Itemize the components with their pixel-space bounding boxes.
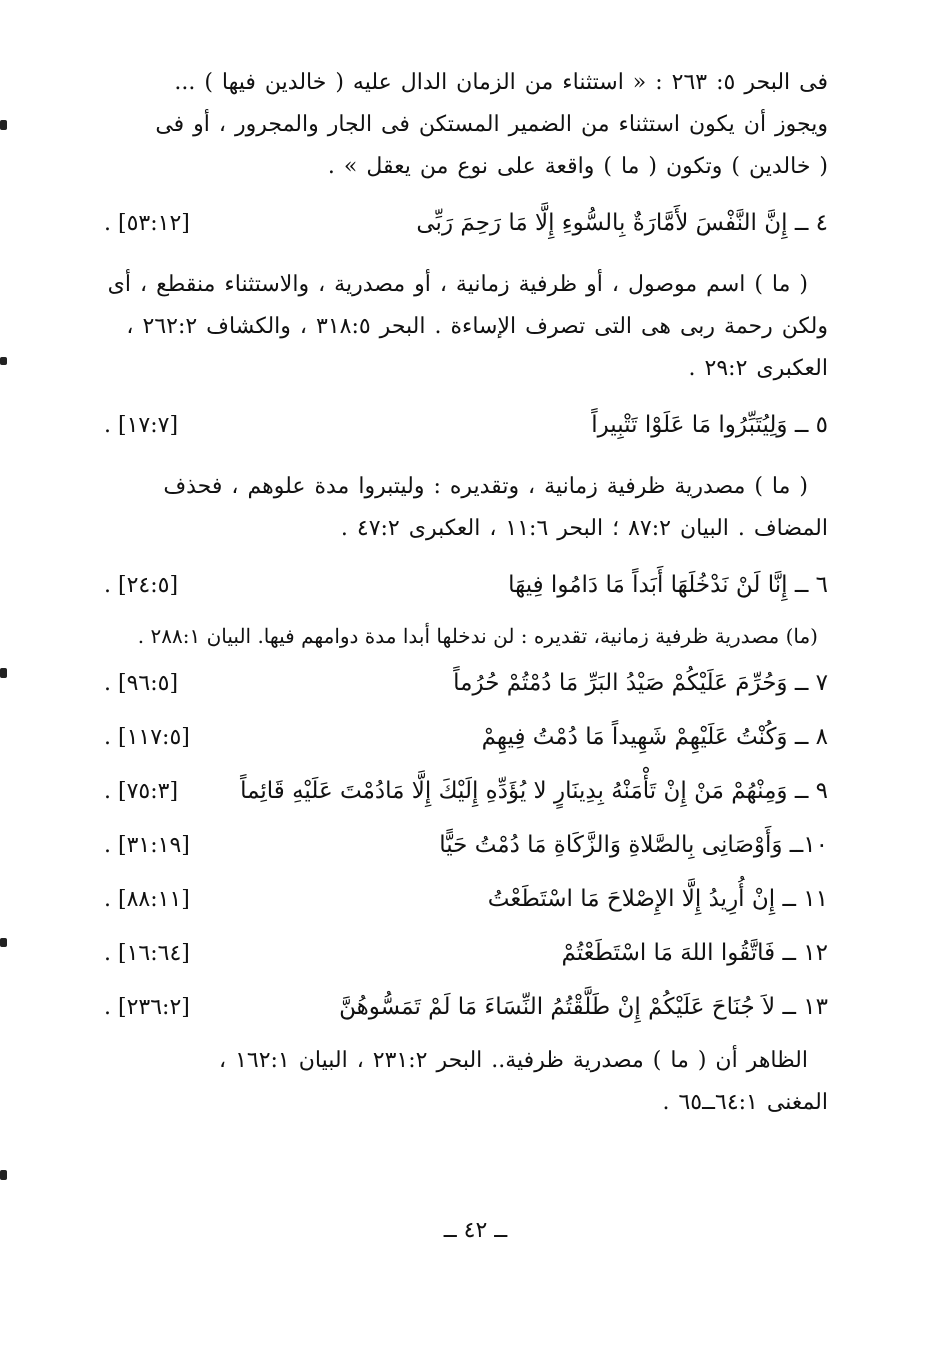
verse-text: إِنَّ النَّفْسَ لأَمَّارَةٌ بِالسُّوءِ إِلَّا مَا رَحِمَ رَبِّى	[416, 210, 788, 236]
verse-text: وَمِنْهُمْ مَنْ إِنْ تَأْمَنْهُ بِدِينَارٍ لا يُؤَدِّهِ إِلَيْكَ إِلَّا مَادُمْتَ عَلَيْهِ قَائِماً	[240, 778, 788, 804]
note-5	[104, 466, 828, 550]
verse-reference: [٥٣:١٢] .	[104, 211, 190, 236]
note-line-1: ( ما ) اسم موصول ، أو ظرفية زمانية ، أو مصدرية ، والاستثناء منقطع ، أى	[107, 272, 808, 297]
note-line-1: ( ما ) مصدرية ظرفية زمانية ، وتقديره : وليتبروا مدة علوهم ، فحذف	[163, 474, 808, 499]
verse-12	[104, 926, 828, 980]
verse-9	[104, 764, 828, 818]
verse-reference: [٣١:١٩] .	[104, 833, 190, 858]
verse-number: ١١ ــ	[782, 886, 828, 912]
note-6: (ما) مصدرية ظرفية زمانية، تقديره : لن ندخلها أبدا مدة دوامهم فيها. البيان ٢٨٨:١ .	[137, 624, 818, 648]
margin-mark	[0, 1170, 7, 1180]
verse-text: وَأَوْصَانِى بِالصَّلاةِ وَالزَّكَاةِ مَا دُمْتُ حَيًّا	[439, 832, 783, 858]
verse-text: وَلِيُتَبِّرُوا مَا عَلَوْا تَتْبِيراً	[591, 412, 788, 438]
verse-number: ٧ ــ	[794, 670, 828, 696]
verse-8	[104, 710, 828, 764]
verse-number: ٥ ــ	[794, 412, 828, 438]
verse-number: ٤ ــ	[794, 210, 828, 236]
verse-reference: [١٦:٦٤] .	[104, 941, 190, 966]
verse-reference: [١١٧:٥] .	[104, 725, 190, 750]
verse-6	[104, 558, 828, 612]
note-line-2: المغنى ٦٤:١ــ٦٥ .	[662, 1090, 828, 1115]
verse-number: ٦ ــ	[794, 572, 828, 598]
margin-mark	[0, 357, 7, 365]
verse-5	[104, 398, 828, 452]
verse-4	[104, 196, 828, 250]
verse-text: لاَ جُنَاحَ عَلَيْكُمْ إِنْ طَلَّقْتُمُ النِّسَاءَ مَا لَمْ تَمَسُّوهُنَّ	[339, 994, 776, 1020]
verse-text: إِنَّا لَنْ نَدْخُلَهَا أَبَداً مَا دَامُوا فِيهَا	[508, 572, 788, 598]
verse-text: وَحُرِّمَ عَلَيْكُمْ صَيْدُ البَرِّ مَا دُمْتُمْ حُرُماً	[453, 670, 788, 696]
verse-number: ١٠ــ	[789, 832, 828, 858]
intro-line-1: فى البحر ٥: ٢٦٣ : « استثناء من الزمان الدال عليه ( خالدين فيها ) ...	[174, 70, 828, 95]
verse-number: ٨ ــ	[794, 724, 828, 750]
verse-number: ٩ ــ	[794, 778, 828, 804]
page-body	[104, 62, 828, 1124]
verse-number: ١٣ ــ	[782, 994, 828, 1020]
verse-reference: [١٧:٧] .	[104, 413, 179, 438]
page-number: ــ ٤٢ ــ	[443, 1218, 508, 1243]
verse-10	[104, 818, 828, 872]
verse-reference: [٢٤:٥] .	[104, 573, 179, 598]
verse-text: فَاتَّقُوا اللهَ مَا اسْتَطَعْتُمْ	[561, 940, 776, 966]
intro-paragraph	[104, 62, 828, 188]
note-line-1: الظاهر أن ( ما ) مصدرية ظرفية.. البحر ٢٣١:٢ ، البيان ١٦٢:١ ،	[218, 1048, 808, 1073]
note-line-3: العكبرى ٢٩:٢ .	[688, 356, 828, 381]
intro-line-2: ويجوز أن يكون استثناء من الضمير المستكن فى الجار والمجرور ، أو فى	[155, 112, 828, 137]
verse-reference: [٢٣٦:٢] .	[104, 995, 190, 1020]
margin-mark	[0, 938, 7, 947]
verse-11	[104, 872, 828, 926]
margin-mark	[0, 668, 7, 678]
verse-reference: [٨٨:١١] .	[104, 887, 190, 912]
verse-number: ١٢ ــ	[782, 940, 828, 966]
verse-text: إِنْ أُرِيدُ إِلَّا الإِصْلاحَ مَا اسْتَطَعْتُ	[487, 886, 776, 912]
note-13	[104, 1040, 828, 1124]
verse-reference: [٩٦:٥] .	[104, 671, 179, 696]
note-line-2: ولكن رحمة ربى هى التى تصرف الإساءة . البحر ٣١٨:٥ ، والكشاف ٢٦٢:٢ ،	[126, 314, 828, 339]
margin-mark	[0, 120, 7, 130]
verse-reference: [٧٥:٣] .	[104, 779, 179, 804]
intro-line-3: ( خالدين ) وتكون ( ما ) واقعة على نوع من يعقل » .	[327, 154, 828, 179]
note-4	[104, 264, 828, 390]
verse-text: وَكُنْتُ عَلَيْهِمْ شَهِيداً مَا دُمْتُ فِيهِمْ	[481, 724, 788, 750]
note-line-2: المضاف . البيان ٨٧:٢ ؛ البحر ١١:٦ ، العكبرى ٤٧:٢ .	[340, 516, 828, 541]
verse-13	[104, 980, 828, 1034]
verse-7	[104, 656, 828, 710]
